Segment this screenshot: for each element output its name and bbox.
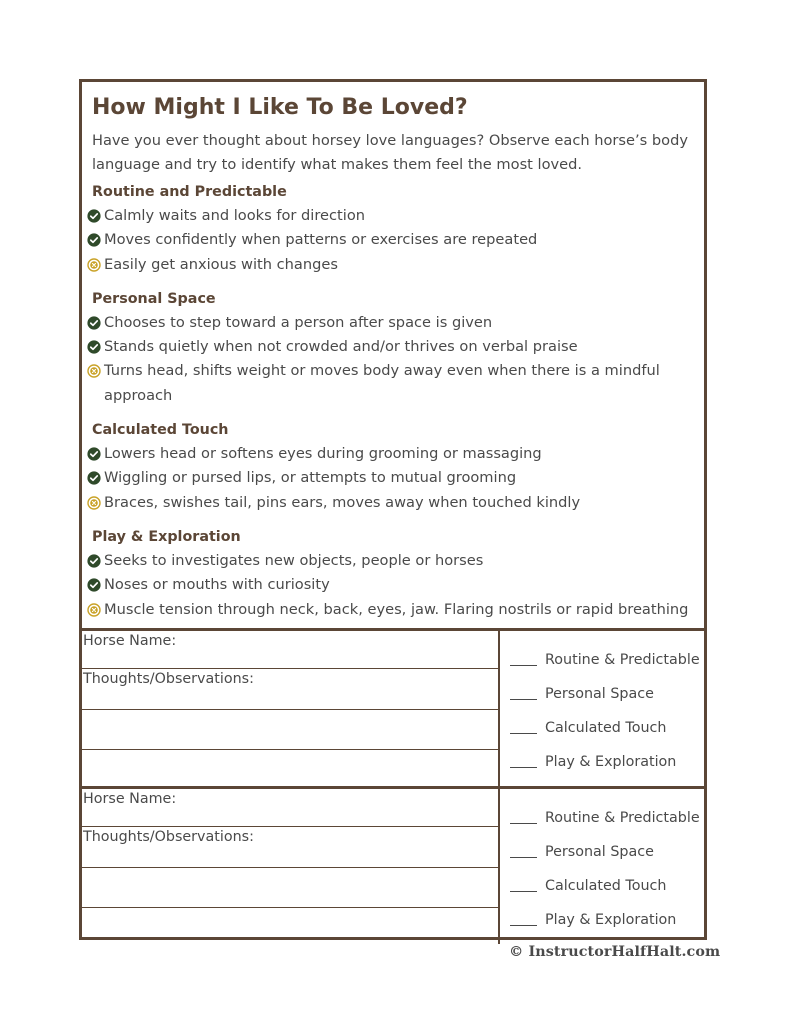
x-circle-icon xyxy=(87,598,104,622)
x-circle-icon xyxy=(87,491,104,515)
check-circle-icon xyxy=(87,573,104,597)
x-circle-icon xyxy=(87,253,104,277)
category-list xyxy=(510,801,700,937)
list-item: Noses or mouths with curiosity xyxy=(87,573,694,597)
section-personal-space xyxy=(92,287,694,408)
category-item: Calculated Touch xyxy=(510,869,700,903)
divider xyxy=(498,789,500,944)
category-item: Calculated Touch xyxy=(510,711,700,745)
section-routine xyxy=(92,180,694,277)
category-item: Personal Space xyxy=(510,835,700,869)
thoughts-label: Thoughts/Observations: xyxy=(83,829,254,845)
behavior-list xyxy=(92,311,694,408)
intro-panel xyxy=(82,82,704,628)
page-title: How Might I Like To Be Loved? xyxy=(92,95,468,120)
list-item: Chooses to step toward a person after space is given xyxy=(87,311,694,335)
section-heading: Routine and Predictable xyxy=(92,184,287,200)
category-item: Routine & Predictable xyxy=(510,801,700,835)
list-item: Muscle tension through neck, back, eyes, jaw. Flaring nostrils or rapid breathing xyxy=(87,598,694,622)
section-heading: Personal Space xyxy=(92,290,216,307)
list-item: Calmly waits and looks for direction xyxy=(87,204,694,228)
x-circle-icon xyxy=(87,359,104,383)
category-list xyxy=(510,643,700,779)
thoughts-field[interactable] xyxy=(82,827,498,868)
horse-name-field[interactable] xyxy=(82,631,498,669)
rank-blank[interactable] xyxy=(510,767,537,768)
section-calculated-touch xyxy=(92,418,694,515)
category-item: Play & Exploration xyxy=(510,903,700,937)
list-item: Turns head, shifts weight or moves body away even when there is a mindful approach xyxy=(87,359,694,408)
section-heading: Calculated Touch xyxy=(92,422,229,439)
thoughts-label: Thoughts/Observations: xyxy=(83,671,254,687)
rank-blank[interactable] xyxy=(510,823,537,824)
horse-record-2 xyxy=(82,786,704,944)
copyright-credit: © InstructorHalfHalt.com xyxy=(509,944,721,960)
rank-blank[interactable] xyxy=(510,733,537,734)
check-circle-icon xyxy=(87,466,104,490)
check-circle-icon xyxy=(87,204,104,228)
list-item: Stands quietly when not crowded and/or thrives on verbal praise xyxy=(87,335,694,359)
category-item: Routine & Predictable xyxy=(510,643,700,677)
check-circle-icon xyxy=(87,228,104,252)
thoughts-field[interactable] xyxy=(82,669,498,710)
list-item: Seeks to investigates new objects, people or horses xyxy=(87,549,694,573)
worksheet xyxy=(79,79,707,940)
horse-record-1 xyxy=(82,628,704,786)
list-item: Lowers head or softens eyes during grooming or massaging xyxy=(87,442,694,466)
category-item: Personal Space xyxy=(510,677,700,711)
behavior-list xyxy=(92,442,694,515)
check-circle-icon xyxy=(87,549,104,573)
rank-blank[interactable] xyxy=(510,699,537,700)
horse-name-label: Horse Name: xyxy=(83,633,177,649)
section-play-exploration xyxy=(92,525,694,622)
thoughts-line[interactable] xyxy=(82,710,498,750)
behavior-list xyxy=(92,549,694,622)
check-circle-icon xyxy=(87,442,104,466)
check-circle-icon xyxy=(87,311,104,335)
rank-blank[interactable] xyxy=(510,925,537,926)
list-item: Wiggling or pursed lips, or attempts to mutual grooming xyxy=(87,466,694,490)
rank-blank[interactable] xyxy=(510,891,537,892)
category-item: Play & Exploration xyxy=(510,745,700,779)
rank-blank[interactable] xyxy=(510,665,537,666)
list-item: Braces, swishes tail, pins ears, moves away when touched kindly xyxy=(87,491,694,515)
list-item: Moves confidently when patterns or exercises are repeated xyxy=(87,228,694,252)
rank-blank[interactable] xyxy=(510,857,537,858)
thoughts-line[interactable] xyxy=(82,868,498,908)
section-heading: Play & Exploration xyxy=(92,528,241,545)
list-item: Easily get anxious with changes xyxy=(87,253,694,277)
intro-text: Have you ever thought about horsey love languages? Observe each horse’s body language and try to identify what makes them feel the most loved. xyxy=(92,132,688,173)
horse-name-field[interactable] xyxy=(82,789,498,827)
behavior-list xyxy=(92,204,694,277)
divider xyxy=(498,631,500,786)
check-circle-icon xyxy=(87,335,104,359)
horse-name-label: Horse Name: xyxy=(83,791,177,807)
